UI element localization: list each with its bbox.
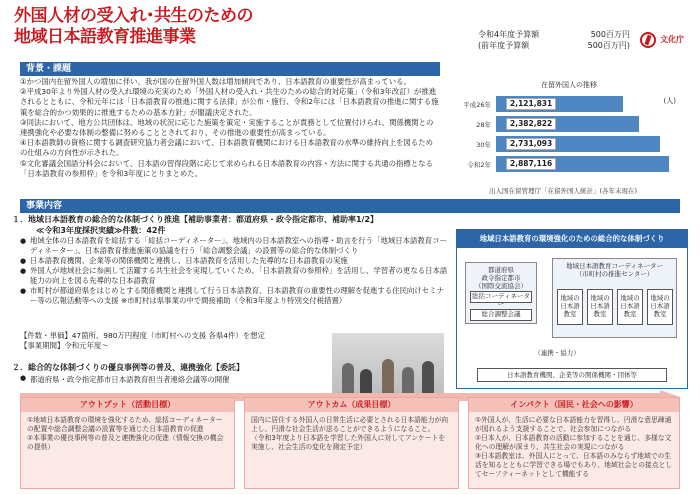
title-line-2: 地域日本語教育推進事業 [14, 27, 196, 47]
outcome-column [244, 397, 459, 489]
foreign-residents-chart [448, 78, 688, 208]
note-count: 【件数・単価】47箇所、980万円程度（市町村への支援 各県4件）を想定 [20, 331, 265, 340]
classroom-photo [332, 333, 444, 397]
logo-text: 文化庁 [660, 35, 684, 44]
background-item: ②平成30年より外国人材の受入れ環境の充実のため「外国人材の受入れ・共生のための総合的対応策」（令和3年改訂）が推進されるとともに、令和元年には「日本語教育の推進に関する法律」が公布・施行、令和2年には「日本語教育の推進に関する施策を総合的かつ効果的に推進するための基本方針」が閣議決定された。 [20, 87, 439, 117]
city-coordinator-label: 地域日本語教育コーディネーター （市町村の推進センター） [566, 262, 663, 278]
outcome-column-text: 国内に居住する外国人の日常生活に必要とされる日本語能力が向上し、円滑な社会生活が送ることができるようになること。 （令和3年度より日本語を学習した外国人に対してアンケートを実施し、社会生活の変化を測定予定） [251, 416, 449, 451]
system-diagram [456, 229, 688, 389]
section-1-bullet: ● 外国人が地域社会に参画して活躍する共生社会を実現していくため、「日本語教育の参照枠」を活用し、学習者の更なる日本語能力の向上を図る先導的な日本語教育 [20, 266, 450, 286]
business-header: 事業内容 [20, 199, 680, 213]
chart-category-label: 平成26年 [463, 101, 491, 109]
background-item: ③同法において、地方公共団体は、地域の状況に応じた施策を策定・実施することが責務として位置付けられ、関係機関との連携強化や必要な体制の整備に努めることとされており、その推進の重要性が高まっている。 [20, 117, 434, 138]
chart-row [448, 116, 688, 132]
general-coordinator-box: 総括コーディネーター [470, 291, 532, 303]
chart-row [448, 136, 688, 152]
prefecture-label: 都道府県 政令指定都市 （国際交流協会） [475, 266, 527, 290]
section-1-bullet: ● 市町村が都道府県をはじめとする関係機関と連携して行う日本語教育、日本語教育の重要性の理解を促進する住民向けセミナー等の広報活動等への支援 ※市町村は県事業の中で間接補助（令和3年度より特別交付税措置） [20, 286, 450, 306]
chart-category-label: 28年 [476, 121, 491, 129]
output-column-text: ①地域日本語教育の環境を強化するため、総括コーディネーターの配置や総合調整会議の設置等を通じた日本語教育の促進 ②本事業の優良事例等の普及と連携強化の促進（情報交換の機会の提供） [27, 416, 224, 451]
output-column-title: アウトプット（活動目標） [21, 398, 234, 412]
background-item: ⑤文化審議会国語分科会において、日本語の習得段階に応じて求められる日本語教育の内容・方法に関する共通の指標となる「日本語教育の参照枠」を令和3年度にとりまとめた。 [20, 158, 433, 178]
prev-budget-label: (前年度予算額 [478, 41, 530, 50]
classroom-box-2: 地域の日本語教室 [587, 289, 613, 325]
prev-budget-value: 500百万円) [587, 41, 630, 50]
logo-mark-icon [640, 32, 656, 48]
section-2-bullet: ● 都道府県・政令指定都市日本語教育担当者連絡会議等の開催 [20, 374, 230, 385]
page-title [14, 6, 253, 48]
note-period: 【事業期間】令和元年度～ [20, 341, 109, 350]
impact-column-text: ①外国人が、生活に必要な日本語能力を習得し、円滑な意思疎通が図れるよう支援することで、社会参加につながる ②日本人が、日本語教育の活動に参加することを通じ、多様な文化への理解が深まり、共生社会の実現につながる ③日本語教室は、外国人にとって、日本語のみならず地域での生活を知るとともに学習できる場でもあり、地域社会との接点としてセーフティーネットとして機能する [475, 416, 673, 478]
impact-column [468, 397, 680, 489]
diagram-header: 地域日本語教育の環境強化のための総合的な体制づくり [457, 230, 687, 248]
section-2-title: ２．総合的な体制づくりの優良事例等の普及、連携強化【委託】 [12, 363, 244, 372]
section-1-bullet: ● 日本語教育機関、企業等の関係機関と連携し、日本語教育を活用した先導的な日本語教育の実施 [20, 256, 450, 266]
impact-column-title: インパクト（国民・社会への影響） [469, 398, 679, 412]
chart-value-label: 2,382,822 [506, 118, 556, 130]
section-1-bullets [20, 236, 450, 306]
chart-category-label: 令和2年 [467, 161, 491, 169]
section-1-title: １．地域日本語教育の総合的な体制づくり推進【補助事業者：都道府県・政令指定都市、補助率1/2】 [12, 215, 379, 224]
council-box: 総合調整会議 [470, 309, 532, 321]
cooperation-label: （連携・協力） [534, 349, 580, 357]
section-1-subtitle: ≪令和3年度採択実績≫件数：42件 [36, 226, 166, 235]
budget-label: 令和4年度予算額 [478, 30, 540, 39]
chart-title: 在留外国人の推移 [541, 81, 597, 89]
classroom-box-3: 地域の日本語教室 [617, 289, 643, 325]
chart-unit: (人) [663, 97, 676, 105]
chart-value-label: 2,731,093 [506, 138, 556, 150]
related-orgs-box: 日本語教育機関、企業等の関係機関・団体等 [477, 368, 667, 382]
classroom-box-1: 地域の日本語教室 [557, 289, 583, 325]
background-item: ④日本語教師の資格に関する調査研究協力者会議において、日本語教育機関における日本語教育の水準の維持向上を図るための仕組みの方向性が示された。 [20, 138, 433, 158]
background-header: 背景・課題 [20, 62, 440, 76]
prefecture-box [465, 262, 537, 324]
budget-value: 500百万円 [590, 30, 630, 39]
budget-block [478, 29, 630, 51]
outcome-column-title: アウトカム（成果目標） [245, 398, 458, 412]
chart-row [448, 96, 688, 112]
background-list [20, 77, 440, 179]
background-item: ①かつ国内在留外国人の増加に伴い、我が国の在留外国人数は増加傾向であり、日本語教育の重要性が高まっている。 [20, 77, 411, 86]
agency-logo [640, 30, 694, 50]
output-column [20, 397, 235, 489]
title-line-1: 外国人材の受入れ･共生のための [14, 6, 253, 26]
chart-value-label: 2,121,831 [506, 98, 556, 110]
chart-row [448, 156, 688, 172]
chart-value-label: 2,887,116 [506, 158, 556, 170]
section-1-bullet: ● 地域全体の日本語教育を総括する「総括コーディネーター」、地域内の日本語教室への指導・助言を行う「地域日本語教育コーディネーター」、日本語教育推進施策の協議を行う「総合調整会議」の設置等の総合的な体制づくり [20, 236, 450, 256]
city-box [552, 258, 677, 338]
classroom-box-4: 地域の日本語教室 [647, 289, 673, 325]
chart-category-label: 30年 [476, 141, 491, 149]
chart-source: 出入国在留管理庁「在留外国人統計」(各年末現在) [489, 187, 638, 195]
section-1-notes [20, 331, 265, 351]
